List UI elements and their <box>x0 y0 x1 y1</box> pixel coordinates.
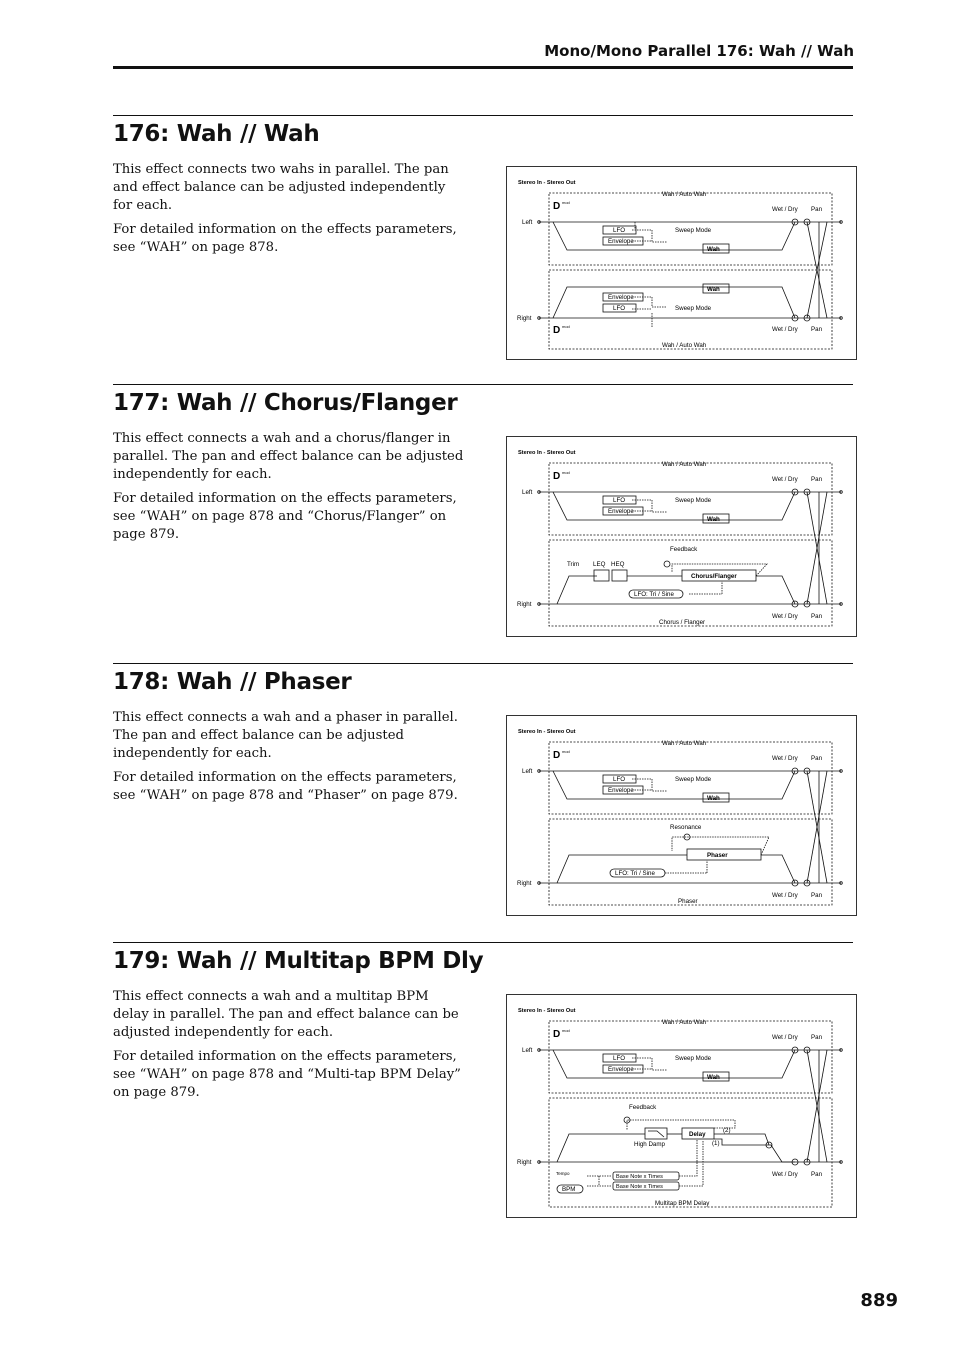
block-label: Wah / Auto Wah <box>662 461 707 468</box>
block-label: Wah / Auto Wah <box>662 342 707 349</box>
section-rule <box>113 384 853 385</box>
wet-dry-label: Wet / Dry <box>772 613 798 620</box>
section-description <box>113 709 465 811</box>
section-rule <box>113 942 853 943</box>
section-179 <box>113 942 853 1232</box>
tap-2-label: (2) <box>723 1127 731 1134</box>
page-header-rule <box>113 66 853 69</box>
left-label: Left <box>522 768 533 775</box>
lfo-label: LFO <box>613 1055 626 1062</box>
wet-dry-label: Wet / Dry <box>772 1171 798 1178</box>
block-label: Wah / Auto Wah <box>662 1019 707 1026</box>
envelope-label: Envelope <box>608 508 634 515</box>
heq-label: HEQ <box>611 561 625 568</box>
paragraph: For detailed information on the effects parameters, see “WAH” on page 878 and “Phaser” on page 879. <box>113 770 458 803</box>
wet-dry-label: Wet / Dry <box>772 755 798 762</box>
section-rule <box>113 115 853 116</box>
pan-label: Pan <box>811 206 823 213</box>
right-label: Right <box>517 1159 532 1166</box>
section-description <box>113 161 465 263</box>
signal-flow-diagram <box>506 166 857 360</box>
io-label: Stereo In - Stereo Out <box>518 1008 576 1014</box>
section-title: 179: Wah // Multitap BPM Dly <box>113 948 484 974</box>
lfo-label: LFO <box>613 227 626 234</box>
leq-label: LEQ <box>593 561 606 568</box>
lfo-label: LFO <box>613 305 626 312</box>
paragraph: This effect connects a wah and a phaser in parallel. The pan and effect balance can be adjusted independently for each. <box>113 710 458 761</box>
left-label: Left <box>522 489 533 496</box>
resonance-label: Resonance <box>670 824 702 831</box>
pan-label: Pan <box>811 892 823 899</box>
section-178 <box>113 663 853 923</box>
pan-label: Pan <box>811 1171 823 1178</box>
right-label: Right <box>517 601 532 608</box>
page-number: 889 <box>860 1290 898 1311</box>
pan-label: Pan <box>811 1034 823 1041</box>
sweep-label: Sweep Mode <box>675 497 712 504</box>
wah-label: Wah <box>707 1074 720 1081</box>
paragraph: This effect connects a wah and a chorus/flanger in parallel. The pan and effect balance can be adjusted independently for each. <box>113 431 464 482</box>
block-label: Multitap BPM Delay <box>655 1200 710 1207</box>
pan-label: Pan <box>811 476 823 483</box>
wet-dry-label: Wet / Dry <box>772 892 798 899</box>
block-label: Phaser <box>678 898 698 905</box>
section-title: 176: Wah // Wah <box>113 121 320 147</box>
mod-label: mod <box>562 470 570 475</box>
signal-flow-diagram <box>506 436 857 637</box>
tempo-label: Tempo <box>556 1171 570 1176</box>
sweep-label: Sweep Mode <box>675 1055 712 1062</box>
bpm-label: BPM <box>562 1186 576 1193</box>
mod-label: mod <box>562 200 570 205</box>
d-label: D <box>553 201 561 212</box>
paragraph: This effect connects two wahs in parallel. The pan and effect balance can be adjusted independently for each. <box>113 162 449 213</box>
pan-label: Pan <box>811 613 823 620</box>
lfo-label: LFO <box>613 776 626 783</box>
signal-flow-diagram <box>506 994 857 1218</box>
wet-dry-label: Wet / Dry <box>772 326 798 333</box>
wah-label: Wah <box>707 246 720 253</box>
paragraph: For detailed information on the effects parameters, see “WAH” on page 878 and “Multi-tap BPM Delay” on page 879. <box>113 1049 461 1100</box>
envelope-label: Envelope <box>608 1066 634 1073</box>
mod-label: mod <box>562 324 570 329</box>
base-note-label: Base Note x Times <box>616 1184 663 1190</box>
block-label: Chorus / Flanger <box>659 619 706 626</box>
high-damp-label: High Damp <box>634 1141 665 1148</box>
section-description <box>113 988 465 1108</box>
signal-flow-diagram <box>506 715 857 916</box>
lfo-wave-label: LFO: Tri / Sine <box>634 591 674 598</box>
feedback-label: Feedback <box>629 1104 657 1111</box>
left-label: Left <box>522 1047 533 1054</box>
lfo-wave-label: LFO: Tri / Sine <box>615 870 655 877</box>
wet-dry-label: Wet / Dry <box>772 1034 798 1041</box>
d-label: D <box>553 750 561 761</box>
right-label: Right <box>517 315 532 322</box>
io-label: Stereo In - Stereo Out <box>518 729 576 735</box>
d-label: D <box>553 325 561 336</box>
feedback-label: Feedback <box>670 546 698 553</box>
io-label: Stereo In - Stereo Out <box>518 180 576 186</box>
paragraph: For detailed information on the effects parameters, see “WAH” on page 878 and “Chorus/Flanger” on page 879. <box>113 491 457 542</box>
pan-label: Pan <box>811 755 823 762</box>
wah-label: Wah <box>707 286 720 293</box>
effect-label: Phaser <box>707 852 728 859</box>
envelope-label: Envelope <box>608 787 634 794</box>
io-label: Stereo In - Stereo Out <box>518 450 576 456</box>
envelope-label: Envelope <box>608 294 634 301</box>
block-label: Wah / Auto Wah <box>662 740 707 747</box>
paragraph: This effect connects a wah and a multitap BPM delay in parallel. The pan and effect balance can be adjusted independently for each. <box>113 989 459 1040</box>
mod-label: mod <box>562 1028 570 1033</box>
sweep-label: Sweep Mode <box>675 305 712 312</box>
d-label: D <box>553 1029 561 1040</box>
wet-dry-label: Wet / Dry <box>772 476 798 483</box>
trim-label: Trim <box>567 561 580 568</box>
paragraph: For detailed information on the effects parameters, see “WAH” on page 878. <box>113 222 457 255</box>
envelope-label: Envelope <box>608 238 634 245</box>
wah-label: Wah <box>707 795 720 802</box>
section-title: 178: Wah // Phaser <box>113 669 352 695</box>
base-note-label: Base Note x Times <box>616 1174 663 1180</box>
section-title: 177: Wah // Chorus/Flanger <box>113 390 458 416</box>
sweep-label: Sweep Mode <box>675 776 712 783</box>
right-label: Right <box>517 880 532 887</box>
section-177 <box>113 384 853 644</box>
effect-label: Chorus/Flanger <box>691 573 737 580</box>
mod-label: mod <box>562 749 570 754</box>
tap-1-label: (1) <box>712 1140 720 1147</box>
block-label: Wah / Auto Wah <box>662 191 707 198</box>
sweep-label: Sweep Mode <box>675 227 712 234</box>
wet-dry-label: Wet / Dry <box>772 206 798 213</box>
section-rule <box>113 663 853 664</box>
wah-label: Wah <box>707 516 720 523</box>
delay-label: Delay <box>689 1131 706 1138</box>
pan-label: Pan <box>811 326 823 333</box>
d-label: D <box>553 471 561 482</box>
lfo-label: LFO <box>613 497 626 504</box>
page-header-title: Mono/Mono Parallel 176: Wah // Wah <box>544 42 854 60</box>
section-176 <box>113 115 853 365</box>
section-description <box>113 430 465 550</box>
left-label: Left <box>522 219 533 226</box>
